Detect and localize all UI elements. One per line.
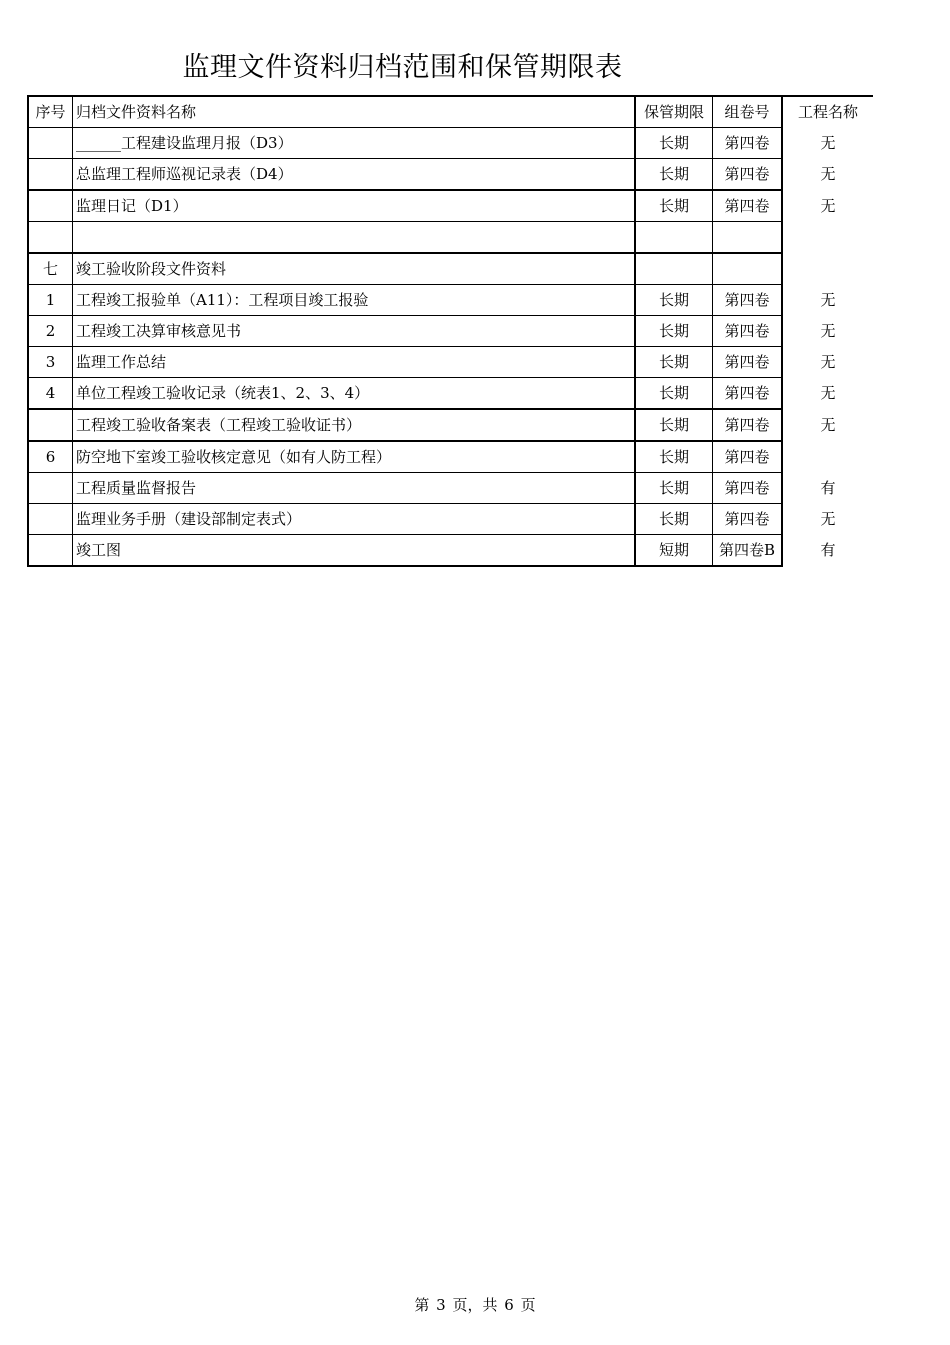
row-no: [28, 535, 73, 567]
row-no: [28, 504, 73, 535]
row-project: [782, 441, 873, 473]
row-period: 长期: [635, 316, 713, 347]
row-name: 单位工程竣工验收记录（统表1、2、3、4）: [73, 378, 636, 410]
row-volume: 第四卷: [713, 159, 783, 191]
row-period: 长期: [635, 473, 713, 504]
table-row: [28, 190, 873, 222]
row-name: [73, 222, 636, 254]
header-no: 序号: [28, 96, 73, 128]
row-volume: 第四卷: [713, 347, 783, 378]
row-volume: 第四卷: [713, 190, 783, 222]
row-period: 长期: [635, 190, 713, 222]
row-project: 无: [820, 196, 836, 215]
row-volume: 第四卷B: [713, 535, 783, 567]
row-project: 无: [820, 384, 836, 403]
row-name: ______工程建设监理月报（D3）: [73, 128, 636, 159]
row-period: 长期: [635, 128, 713, 159]
row-name: 竣工验收阶段文件资料: [73, 253, 636, 285]
header-volume: 组卷号: [713, 96, 783, 128]
row-no: [28, 222, 73, 254]
row-no: 4: [28, 378, 73, 410]
row-name: 工程竣工报验单（A11）：工程项目竣工报验: [73, 285, 636, 316]
row-name: 防空地下室竣工验收核定意见（如有人防工程）: [73, 441, 636, 473]
row-no: [28, 409, 73, 441]
table-row: [28, 159, 873, 191]
table-row: [28, 504, 873, 535]
page-footer: 第 3 页，共 6 页: [414, 1296, 536, 1314]
row-period: 长期: [635, 347, 713, 378]
row-no: 2: [28, 316, 73, 347]
header-project: 工程名称: [782, 96, 873, 128]
row-project: [782, 222, 873, 254]
row-period: 长期: [635, 285, 713, 316]
row-project: 无: [820, 353, 836, 371]
table-row: [28, 347, 873, 378]
row-project: 无: [820, 134, 836, 152]
row-volume: [713, 253, 783, 285]
row-name: 总监理工程师巡视记录表（D4）: [73, 159, 636, 191]
row-period: 长期: [635, 409, 713, 441]
header-period: 保管期限: [635, 96, 713, 128]
row-volume: 第四卷: [713, 378, 783, 410]
row-project: 无: [820, 416, 836, 434]
table-row: [28, 128, 873, 159]
table-row: [28, 535, 873, 567]
row-volume: 第四卷: [713, 441, 783, 473]
row-project: 无: [820, 322, 836, 340]
row-period: 长期: [635, 378, 713, 410]
table-row: [28, 378, 873, 410]
row-no: 6: [28, 441, 73, 473]
row-volume: 第四卷: [713, 128, 783, 159]
page-title: 监理文件资料归档范围和保管期限表: [182, 52, 623, 83]
row-period: 长期: [635, 159, 713, 191]
row-period: [635, 253, 713, 285]
row-no: 3: [28, 347, 73, 378]
row-no: [28, 128, 73, 159]
row-volume: 第四卷: [713, 504, 783, 535]
table-header-row: [28, 96, 873, 128]
row-volume: 第四卷: [713, 316, 783, 347]
row-project: 无: [820, 510, 836, 528]
row-project: 有: [820, 541, 836, 560]
row-no: 七: [28, 253, 73, 285]
row-name: 竣工图: [73, 535, 636, 567]
row-project: 无: [820, 291, 836, 309]
row-volume: 第四卷: [713, 473, 783, 504]
archive-table: [27, 95, 873, 567]
row-volume: 第四卷: [713, 285, 783, 316]
row-period: [635, 222, 713, 254]
row-volume: [713, 222, 783, 254]
row-name: 工程竣工决算审核意见书: [73, 316, 636, 347]
row-name: 监理工作总结: [73, 347, 636, 378]
table-row: [28, 222, 873, 254]
row-no: 1: [28, 285, 73, 316]
row-no: [28, 473, 73, 504]
row-no: [28, 190, 73, 222]
archive-table-body: [28, 96, 873, 566]
row-project: 无: [820, 165, 836, 184]
table-row: [28, 285, 873, 316]
row-period: 短期: [635, 535, 713, 567]
row-period: 长期: [635, 504, 713, 535]
row-project: [782, 253, 873, 285]
row-period: 长期: [635, 441, 713, 473]
row-name: 监理业务手册（建设部制定表式）: [73, 504, 636, 535]
row-name: 工程竣工验收备案表（工程竣工验收证书）: [73, 409, 636, 441]
header-name: 归档文件资料名称: [73, 96, 636, 128]
table-row: [28, 441, 873, 473]
table-row: [28, 253, 873, 285]
table-row: [28, 473, 873, 504]
row-name: 监理日记（D1）: [73, 190, 636, 222]
row-volume: 第四卷: [713, 409, 783, 441]
row-project: 有: [820, 479, 836, 497]
table-row: [28, 316, 873, 347]
row-name: 工程质量监督报告: [73, 473, 636, 504]
table-row: [28, 409, 873, 441]
row-no: [28, 159, 73, 191]
